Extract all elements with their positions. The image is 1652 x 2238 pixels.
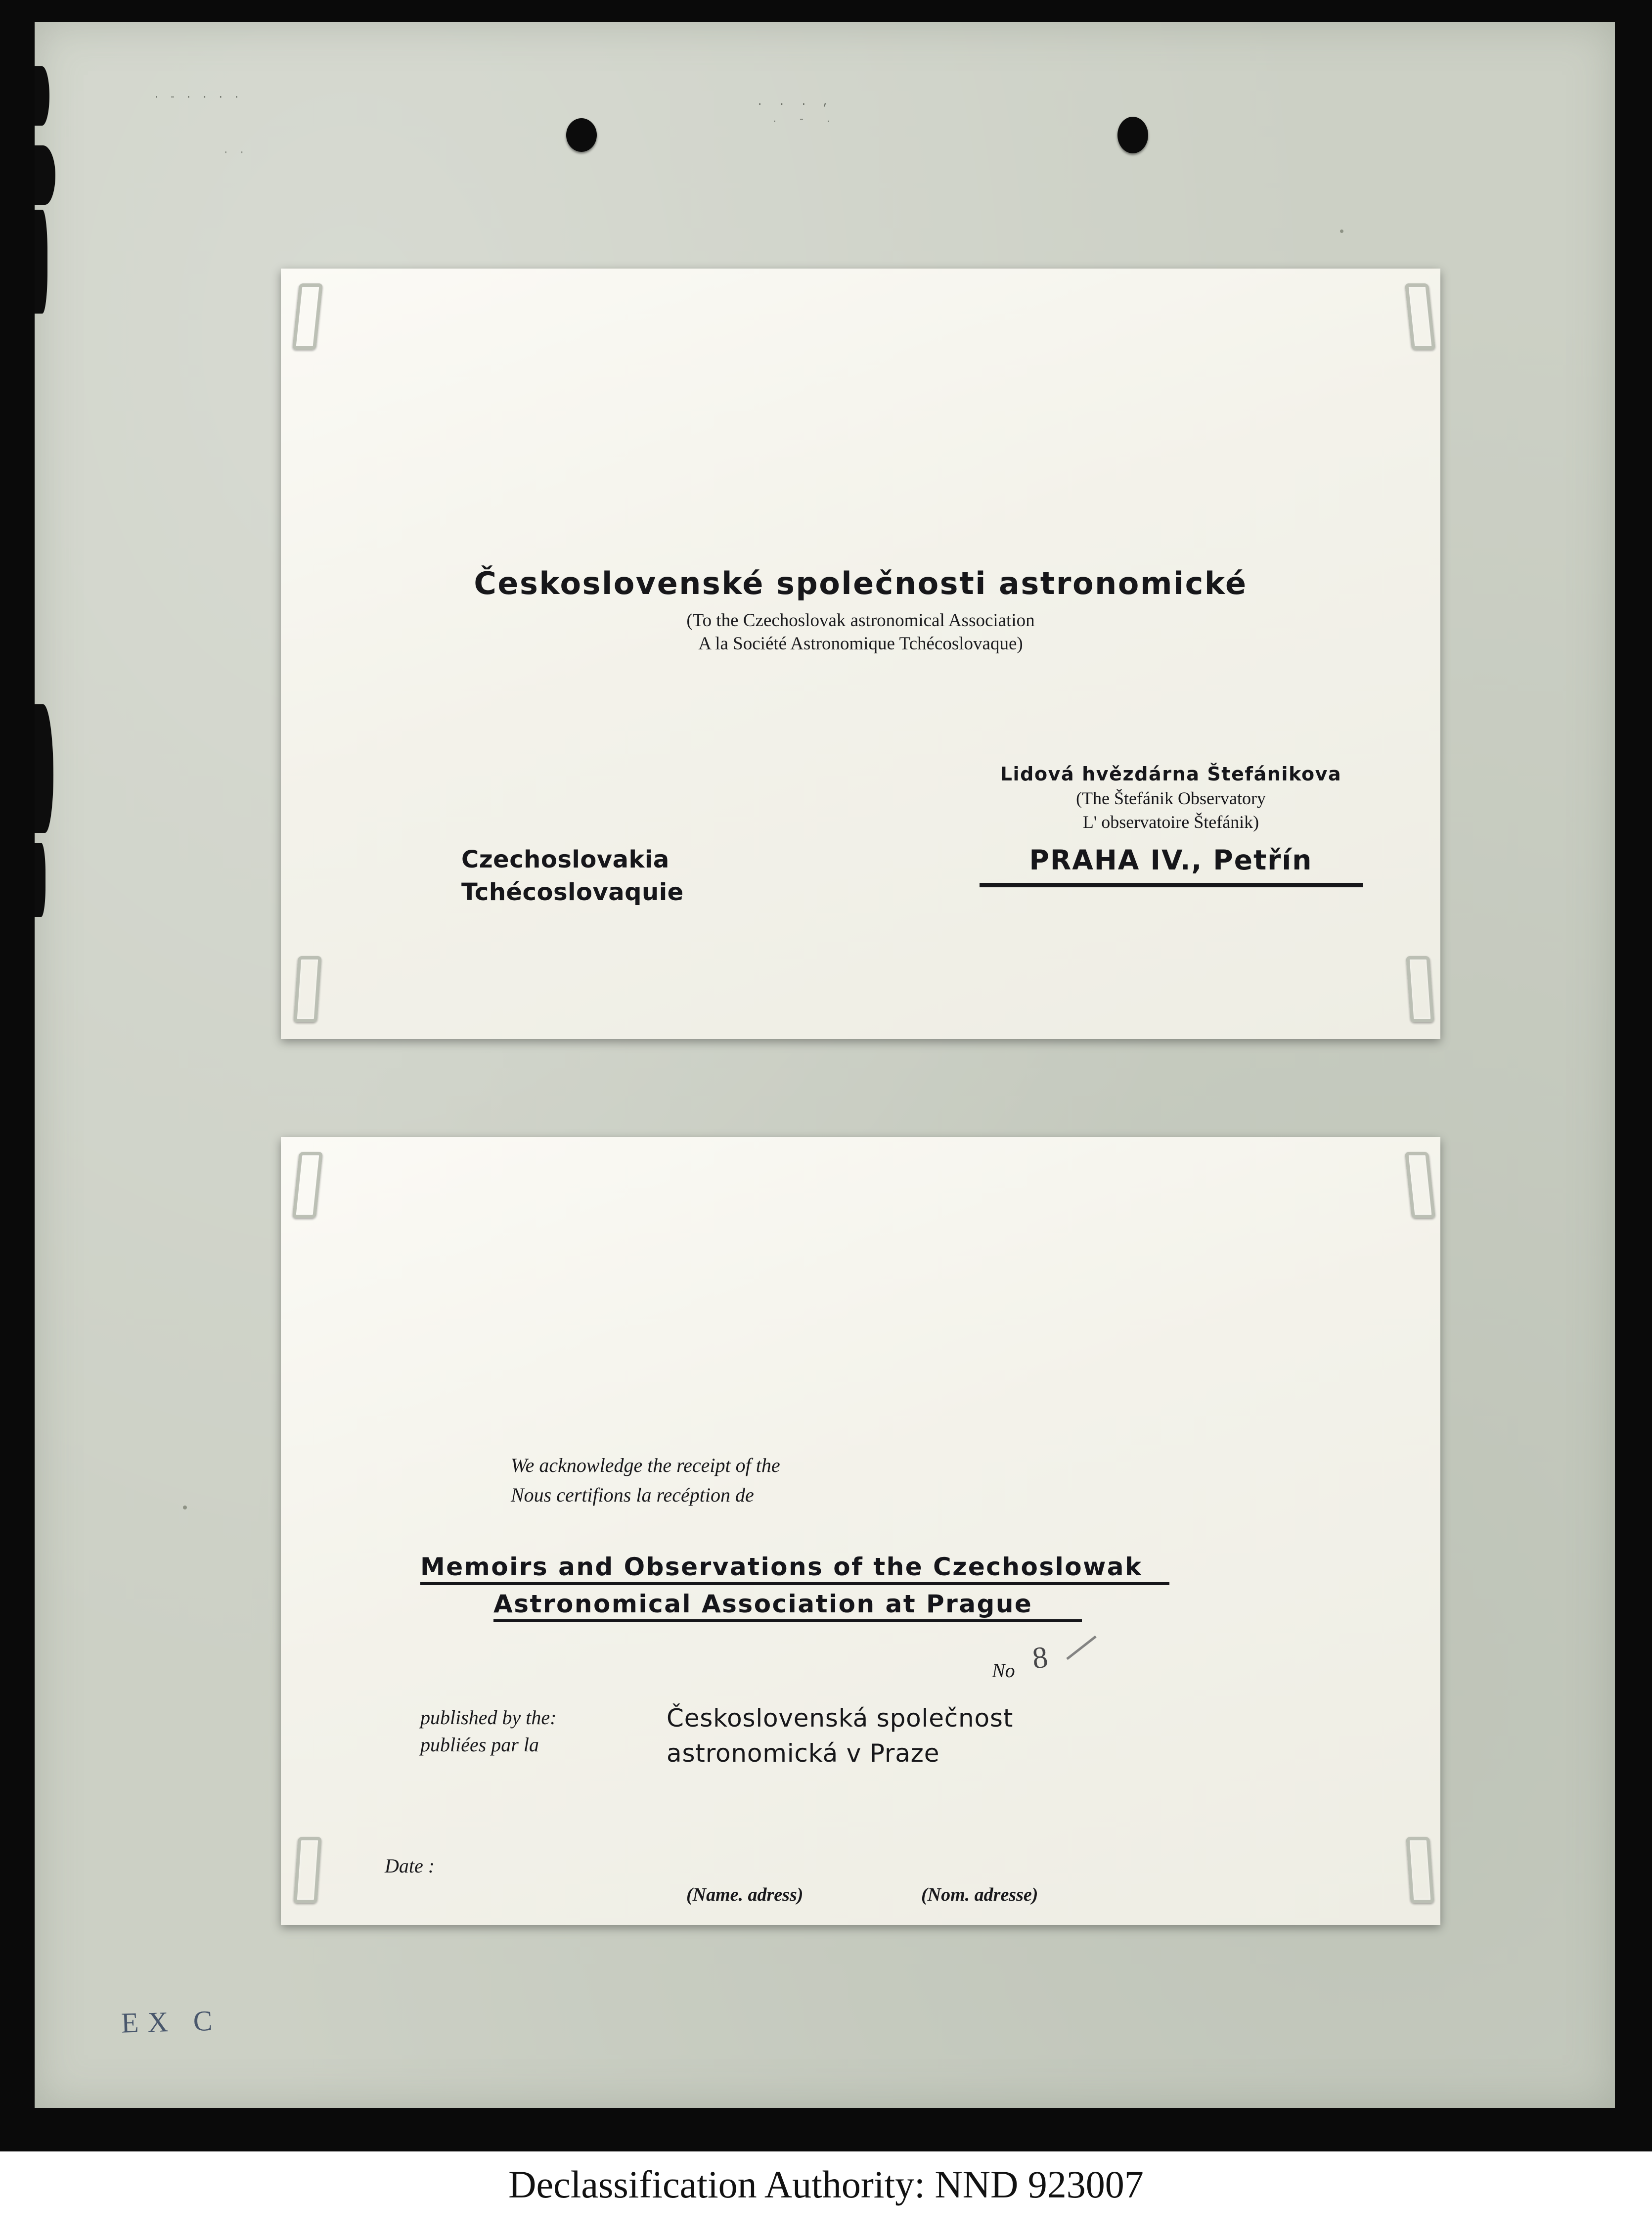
paper-speck: [1340, 229, 1343, 233]
issue-number-value: 8: [1030, 1640, 1050, 1676]
paper-clip-bottom-left: [293, 1837, 321, 1903]
observatory-city: PRAHA IV., Petřín: [1029, 844, 1313, 876]
underline-rule: [493, 1619, 1082, 1622]
publisher-society-block: [667, 1701, 1013, 1771]
country-french: Tchécoslovaquie: [461, 878, 684, 907]
paper-clip-top-right: [1405, 283, 1435, 350]
paper-clip-top-left: [292, 283, 323, 350]
ink-smudge: · - · · · ·: [153, 91, 242, 103]
date-field-label: Date :: [385, 1855, 435, 1877]
letterhead-card: [281, 269, 1440, 1039]
torn-edge-fragment: [35, 145, 55, 205]
publisher-society-line-1: Československá společnost: [667, 1704, 1014, 1733]
observatory-block: [924, 763, 1418, 887]
handwritten-archive-mark: EX C: [121, 2004, 222, 2039]
observatory-name: Lidová hvězdárna Štefánikova: [1000, 763, 1342, 785]
publication-title-line-1: Memoirs and Observations of the Czechoslowak: [420, 1553, 1143, 1581]
name-address-label-french: (Nom. adresse): [921, 1884, 1038, 1905]
declassification-authority-text: Declassification Authority: NND 923007: [508, 2163, 1144, 2206]
name-address-label-english: (Name. adress): [686, 1884, 804, 1905]
ink-smudge: · ·: [223, 146, 247, 159]
receipt-acknowledgement-card: [281, 1137, 1440, 1925]
paper-clip-bottom-right: [1406, 956, 1434, 1022]
country-block: [461, 843, 684, 909]
punch-hole-right: [1117, 117, 1148, 153]
torn-edge-fragment: [35, 210, 47, 314]
paper-clip-top-right: [1405, 1152, 1435, 1218]
paper-clip-bottom-left: [293, 956, 321, 1022]
punch-hole-left: [566, 118, 597, 152]
paper-speck: [183, 1506, 187, 1509]
underline-rule: [980, 883, 1363, 887]
society-title-french: A la Société Astronomique Tchécoslovaque): [698, 634, 1023, 654]
observatory-name-french: L' observatoire Štefánik): [1082, 812, 1259, 832]
declassification-footer: [0, 2151, 1652, 2238]
torn-edge-fragment: [35, 66, 49, 126]
acknowledgement-english: We acknowledge the receipt of the: [511, 1454, 780, 1476]
published-by-french: publiées par la: [420, 1734, 539, 1756]
ink-smudge: . - .: [771, 113, 839, 126]
paper-clip-top-left: [292, 1152, 323, 1218]
issue-number-label: No: [992, 1659, 1015, 1682]
underline-rule: [420, 1582, 1169, 1585]
ink-smudge: . . . ,: [757, 96, 834, 108]
observatory-name-english: (The Štefánik Observatory: [1076, 788, 1266, 808]
torn-edge-fragment: [35, 843, 45, 917]
publication-title-line-2: Astronomical Association at Prague: [493, 1590, 1033, 1618]
archival-page-sheet: [35, 22, 1615, 2108]
country-english: Czechoslovakia: [461, 846, 670, 873]
publisher-society-line-2: astronomická v Praze: [667, 1739, 940, 1768]
published-by-english: published by the:: [420, 1706, 557, 1729]
acknowledgement-french: Nous certifions la recéption de: [511, 1484, 754, 1506]
society-title-english: (To the Czechoslovak astronomical Association: [686, 610, 1035, 631]
society-title: Československé společnosti astronomické: [474, 565, 1248, 601]
paper-clip-bottom-right: [1406, 1837, 1434, 1903]
handwriting-stroke: [1066, 1636, 1096, 1660]
torn-edge-fragment: [35, 704, 53, 833]
